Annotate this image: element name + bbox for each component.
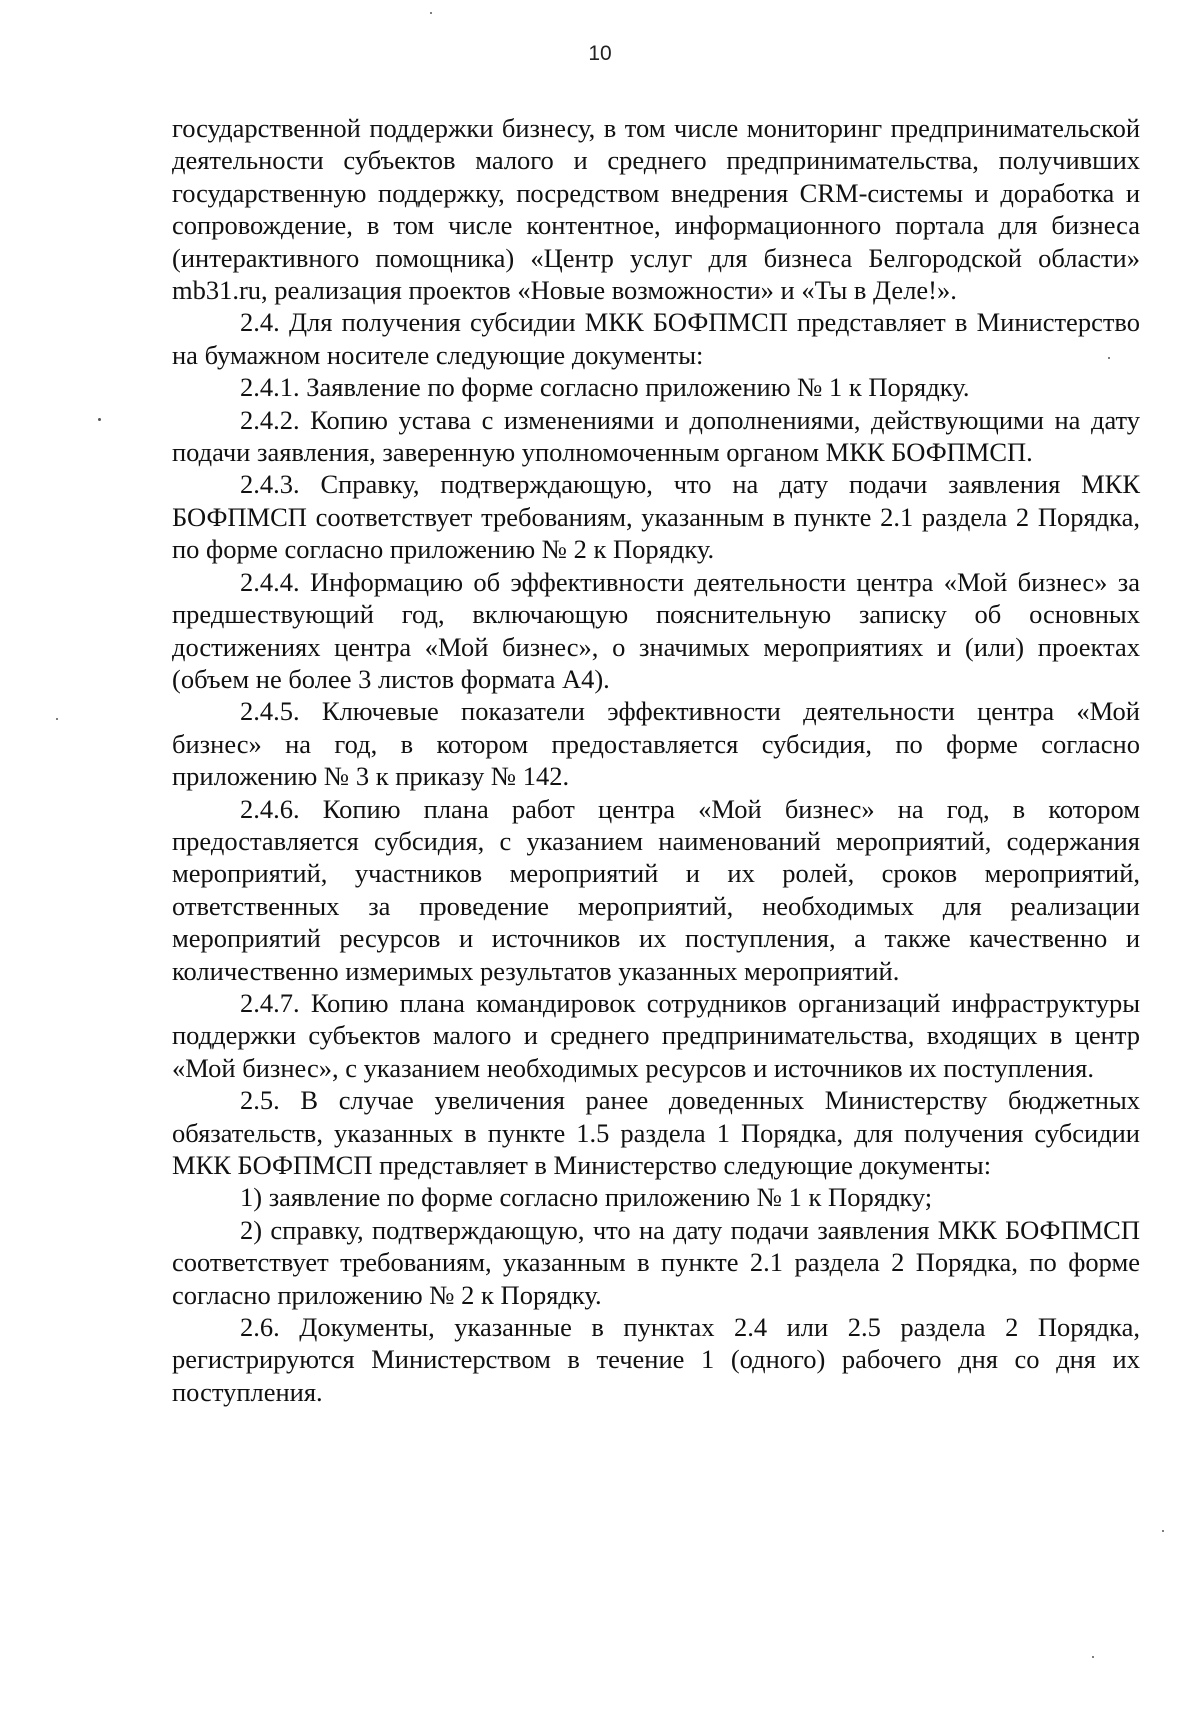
paragraph-2-4-6: 2.4.6. Копию плана работ центра «Мой бизнес» на год, в котором предоставляется субсидия, с указанием наименований мероприятий, содержания мероприятий, участников мероприятий и их ролей, сроков мероприятий, ответственных за проведение мероприятий, необходимых для реализации мероприятий ресурсов и источников их поступления, а также качественно и количественно измеримых результатов указанных мероприятий.	[172, 793, 1140, 986]
paragraph-2-4-1: 2.4.1. Заявление по форме согласно приложению № 1 к Порядку.	[240, 372, 970, 403]
paragraph-2-4-5: 2.4.5. Ключевые показатели эффективности деятельности центра «Мой бизнес» на год, в котором предоставляется субсидия, по форме согласно приложению № 3 к приказу № 142.	[172, 696, 1140, 792]
paragraph-2-4: 2.4. Для получения субсидии МКК БОФПМСП представляет в Министерство на бумажном носителе следующие документы:	[172, 307, 1140, 370]
scan-speck	[1162, 1530, 1164, 1532]
page-number: 10	[588, 42, 612, 65]
scan-speck	[1092, 1656, 1094, 1658]
paragraph-2-4-2: 2.4.2. Копию устава с изменениями и дополнениями, действующими на дату подачи заявления, заверенную уполномоченным органом МКК БОФПМСП.	[172, 404, 1140, 468]
scan-speck	[56, 718, 58, 720]
paragraph-2-5-item-2: 2) справку, подтверждающую, что на дату подачи заявления МКК БОФПМСП соответствует требованиям, указанным в пункте 2.1 раздела 2 Порядка, по форме согласно приложению № 2 к Порядку.	[172, 1214, 1140, 1310]
paragraph-2-4-7: 2.4.7. Копию плана командировок сотрудников организаций инфраструктуры поддержки субъектов малого и среднего предпринимательства, входящих в центр «Мой бизнес», с указанием необходимых ресурсов и источников их поступления.	[172, 987, 1140, 1083]
paragraph-intro-continuation: государственной поддержки бизнесу, в том числе мониторинг предпринимательской деятельности субъектов малого и среднего предпринимательства, получивших государственную поддержку, посредством внедрения CRM-системы и доработка и сопровождение, в том числе контентное, информационного портала для бизнеса (интерактивного помощника) «Центр услуг для бизнеса Белгородской области» mb31.ru, реализация проектов «Новые возможности» и «Ты в Деле!».	[172, 113, 1140, 306]
paragraph-2-5: 2.5. В случае увеличения ранее доведенных Министерству бюджетных обязательств, указанных в пункте 1.5 раздела 1 Порядка, для получения субсидии МКК БОФПМСП представляет в Министерство следующие документы:	[172, 1085, 1140, 1180]
paragraph-2-6: 2.6. Документы, указанные в пунктах 2.4 или 2.5 раздела 2 Порядка, регистрируются Министерством в течение 1 (одного) рабочего дня со дня их поступления.	[172, 1312, 1140, 1407]
document-body	[172, 112, 1140, 1408]
paragraph-2-4-4: 2.4.4. Информацию об эффективности деятельности центра «Мой бизнес» за предшествующий год, включающую пояснительную записку об основных достижениях центра «Мой бизнес», о значимых мероприятиях и (или) проектах (объем не более 3 листов формата А4).	[172, 566, 1140, 694]
scan-speck	[430, 12, 432, 14]
scan-speck	[1108, 357, 1110, 359]
scan-speck	[98, 418, 101, 421]
paragraph-2-4-3: 2.4.3. Справку, подтверждающую, что на дату подачи заявления МКК БОФПМСП соответствует требованиям, указанным в пункте 2.1 раздела 2 Порядка, по форме согласно приложению № 2 к Порядку.	[172, 469, 1140, 565]
paragraph-2-5-item-1: 1) заявление по форме согласно приложению № 1 к Порядку;	[240, 1182, 933, 1213]
